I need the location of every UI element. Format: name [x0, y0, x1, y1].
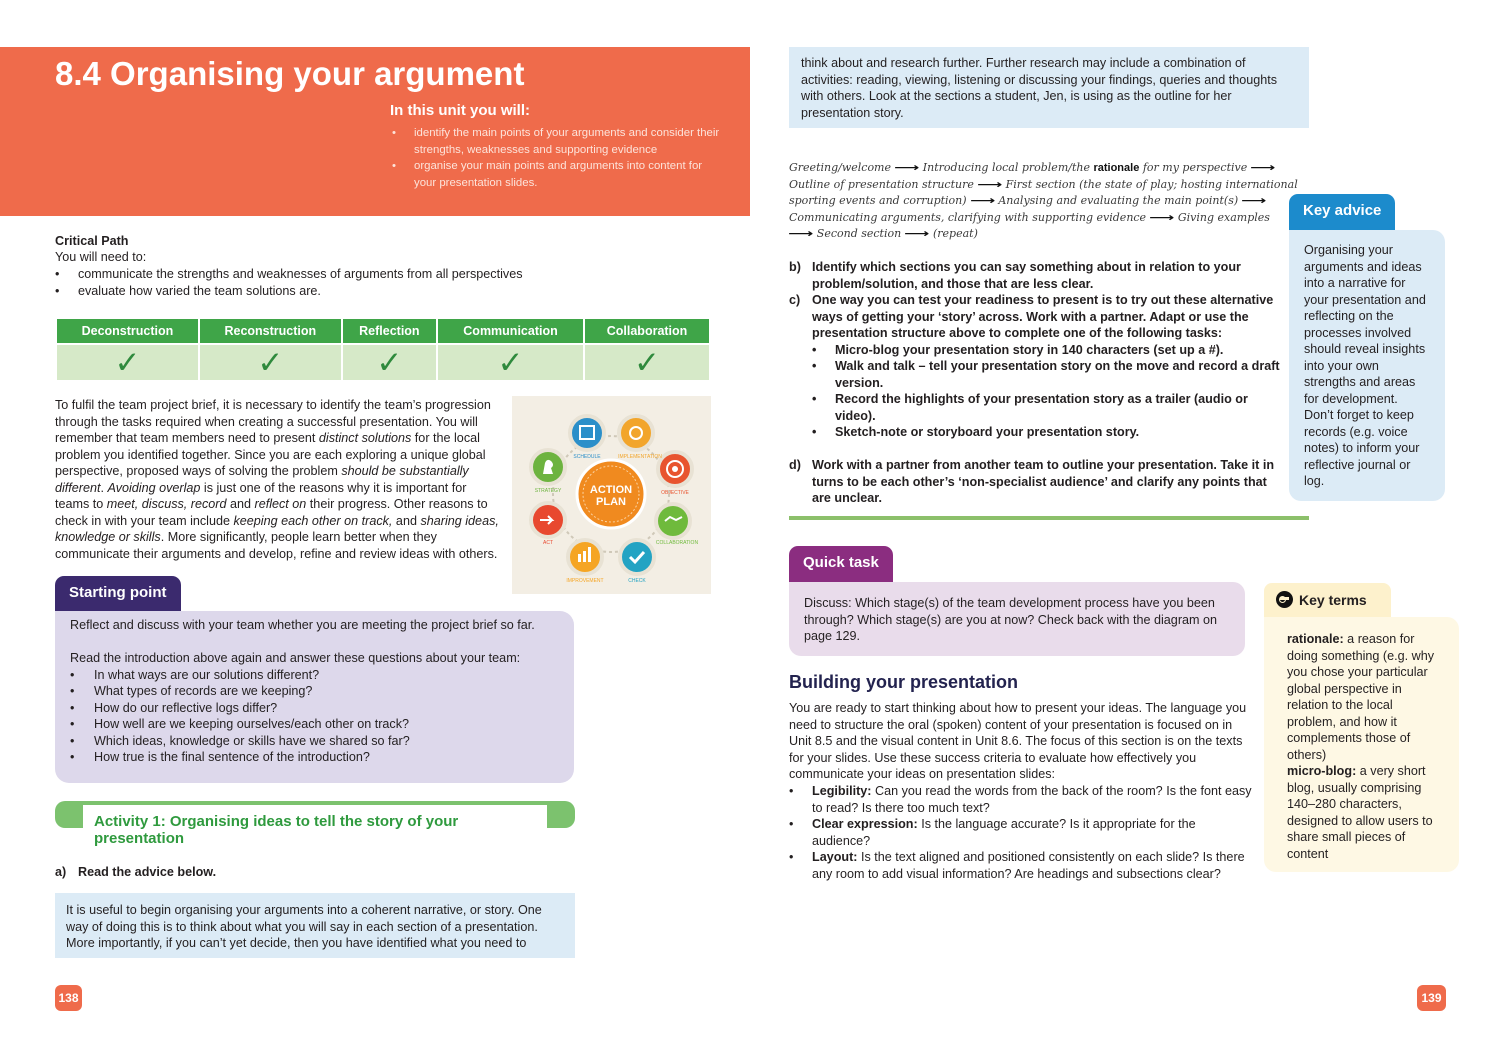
action-plan-label-2: PLAN	[596, 496, 626, 508]
key-term-micro-blog: micro-blog: a very short blog, usually comprising 140–280 characters, designed to allow users to share small pieces of content	[1287, 764, 1433, 861]
task-option: • Walk and talk – tell your presentation story on the move and record a draft version.	[812, 358, 1284, 391]
action-label: ACT	[543, 540, 553, 546]
advice-box-continued: think about and research further. Further research may include a combination of activities: reading, viewing, listening or discussing your findings, queries and thoughts with others. Look at the sections a student, Jen, is using as the outline for her presentation story.	[789, 47, 1309, 128]
skill-deconstruction: Deconstruction	[56, 318, 199, 344]
question-item: • How true is the final sentence of the introduction?	[70, 749, 559, 766]
intro-paragraph: To fulfil the team project brief, it is necessary to identify the team’s progression through the tasks required when creating a successful presentation. You will remember that team members need to present distinct solutions for the local problem you identified together. Since you are each exploring a unique global perspective, proposed ways of solving the problem should be substantially different. Avoiding overlap is just one of the reasons why it is important for teams to meet, discuss, record and reflect on their progress. Other reasons to check in with your team include keeping each other on track, and sharing ideas, knowledge or skills. More significantly, people learn better when they communicate their arguments and develop, refine and review ideas with others.	[55, 398, 499, 561]
task-b: b) Identify which sections you can say something about in relation to your problem/solution, and those that are less clear.	[789, 260, 1241, 291]
skill-collaboration: Collaboration	[584, 318, 710, 344]
criteria-item: • Clear expression: Is the language accurate? Is it appropriate for the audience?	[789, 816, 1254, 849]
task-option: • Micro-blog your presentation story in 140 characters (set up a #).	[812, 342, 1284, 359]
unit-goals-list	[390, 125, 720, 191]
activity-bar-line	[83, 801, 547, 805]
section-divider	[789, 516, 1309, 520]
question-item: • How well are we keeping ourselves/each other on track?	[70, 716, 559, 733]
key-terms-box	[1264, 617, 1459, 872]
critical-path-intro: You will need to:	[55, 250, 147, 264]
starting-point-tab: Starting point	[55, 576, 181, 611]
key-advice-tab: Key advice	[1289, 194, 1395, 230]
implementation-icon	[619, 416, 653, 450]
activity-bar-left	[55, 801, 83, 828]
critical-path-heading: Critical Path	[55, 234, 129, 248]
activity-step-a: a) Read the advice below.	[55, 865, 217, 879]
activity-title: Activity 1: Organising ideas to tell the story of your presentation	[94, 813, 459, 847]
unit-title: 8.4 Organising your argument	[55, 55, 525, 92]
action-label: COLLABORATION	[655, 540, 699, 546]
quick-task-box: Discuss: Which stage(s) of the team development process have you been through? Which stage(s) are you at now? Check back with the diagram on page 129.	[789, 582, 1245, 656]
arrow-icon: ⟶	[1149, 210, 1175, 224]
starting-point-box	[55, 611, 574, 783]
task-d: d) Work with a partner from another team to outline your presentation. Take it in turns to be each other’s ‘non-specialist audience’ and clarify any points that are unclear.	[789, 458, 1275, 505]
activity-bar-right	[547, 801, 575, 828]
action-label: OBJECTIVE	[661, 490, 689, 496]
starting-point-line: Reflect and discuss with your team whether you are meeting the project brief so far.	[70, 618, 535, 632]
question-item: • How do our reflective logs differ?	[70, 700, 559, 717]
unit-goal-item: • organise your main points and arguments into content for your presentation slides.	[390, 158, 720, 191]
arrow-icon: ⟶	[1241, 194, 1267, 207]
skills-table	[55, 317, 711, 382]
question-item: • Which ideas, knowledge or skills have we shared so far?	[70, 733, 559, 750]
action-label: SCHEDULE	[573, 454, 601, 460]
criteria-item: • Legibility: Can you read the words from the back of the room? Is the font easy to read? Is there too much text?	[789, 783, 1254, 816]
success-criteria-list	[789, 783, 1254, 882]
building-heading: Building your presentation	[789, 672, 1019, 692]
starting-point-line: Read the introduction above again and answer these questions about your team:	[70, 651, 521, 665]
building-paragraph: You are ready to start thinking about how to present your ideas. The language you need to structure the oral (spoken) content of your presentation is focused on in Unit 8.5 and the visual content in Unit 8.6. The focus of this section is on the texts for your slides. Use these success criteria to evaluate how effectively you communicate your ideas on presentation slides:	[789, 701, 1247, 781]
skill-reflection: Reflection	[342, 318, 437, 344]
critical-path-item: • communicate the strengths and weaknesses of arguments from all perspectives	[55, 266, 615, 283]
collaboration-icon	[656, 504, 690, 538]
arrow-icon: ⟶	[788, 227, 814, 240]
task-list	[789, 259, 1284, 507]
action-label: STRATEGY	[534, 488, 562, 494]
arrow-icon: ⟶	[1250, 161, 1276, 174]
question-item: • In what ways are our solutions different?	[70, 667, 559, 684]
checkmark-icon: ✓	[584, 344, 710, 381]
starting-point-questions	[70, 667, 559, 766]
critical-path-item: • evaluate how varied the team solutions are.	[55, 283, 615, 300]
action-label: IMPLEMENTATION	[618, 454, 662, 460]
question-item: • What types of records are we keeping?	[70, 683, 559, 700]
key-advice-box: Organising your arguments and ideas into a narrative for your presentation and reflecting on the processes involved should reveal insights into your own strengths and areas for development. Don’t forget to keep records (e.g. voice notes) to inform your reflective journal or log.	[1289, 230, 1445, 501]
page-number-right: 139	[1417, 985, 1446, 1011]
skill-communication: Communication	[437, 318, 584, 344]
presentation-outline: Greeting/welcome ⟶ Introducing local problem/the rationale for my perspective ⟶ Outline of presentation structure ⟶ First section (the state of play; hosting international sporting events and corruption) ⟶ Analysing and evaluating the main point(s) ⟶ Communicating arguments, clarifying with supporting evidence ⟶ Giving examples ⟶ Second section ⟶ (repeat)	[789, 160, 1309, 243]
unit-goal-item: • identify the main points of your arguments and consider their strengths, weaknesses and supporting evidence	[390, 125, 720, 158]
arrow-icon: ⟶	[969, 194, 996, 207]
unit-goals-heading: In this unit you will:	[390, 102, 530, 119]
action-plan-label-1: ACTION	[589, 484, 633, 496]
page-number-left: 138	[55, 985, 82, 1011]
critical-path-list	[55, 266, 615, 299]
arrow-icon: ⟶	[894, 161, 920, 174]
schedule-icon	[570, 416, 604, 450]
action-label: IMPROVEMENT	[566, 578, 604, 584]
task-c: c) One way you can test your readiness to present is to try out these alternative ways of getting your ‘story’ across. Work with a partner. Adapt or use the presentation structure above to complete one of the following tasks: • Micro-blog your presentation story in 140 characters (set up a #). • Walk and talk – tell your presentation story on the move and record a draft version. • Record the highlights of your presentation story as a trailer (audio or video). • Sketch-note or storyboard your presentation story.	[789, 292, 1284, 441]
skill-reconstruction: Reconstruction	[199, 318, 342, 344]
task-c-options	[812, 342, 1284, 441]
action-label: CHECK	[628, 578, 646, 584]
advice-box: It is useful to begin organising your arguments into a coherent narrative, or story. One way of doing this is to think about what you will say in each section of a presentation. More importantly, if you can’t yet decide, then you have identified what you need to	[55, 893, 575, 958]
checkmark-icon: ✓	[56, 344, 199, 381]
check-icon	[620, 540, 654, 574]
checkmark-icon: ✓	[342, 344, 437, 381]
key-term-rationale: rationale: a reason for doing something (e.g. why you chose your particular global perspective in relation to the local problem, and how it complements those of others)	[1287, 632, 1435, 762]
key-terms-tab: Key terms	[1264, 583, 1391, 617]
arrow-icon: ⟶	[904, 227, 930, 240]
task-option: • Sketch-note or storyboard your presentation story.	[812, 424, 1284, 441]
task-option: • Record the highlights of your presentation story as a trailer (audio or video).	[812, 391, 1284, 424]
quick-task-tab: Quick task	[789, 546, 893, 582]
key-icon	[1276, 591, 1293, 608]
checkmark-icon: ✓	[437, 344, 584, 381]
arrow-icon: ⟶	[977, 177, 1003, 191]
criteria-item: • Layout: Is the text aligned and positioned consistently on each slide? Is there any room to add visual information? Are headings and subsections clear?	[789, 849, 1254, 882]
action-plan-illustration	[512, 396, 711, 594]
checkmark-icon: ✓	[199, 344, 342, 381]
